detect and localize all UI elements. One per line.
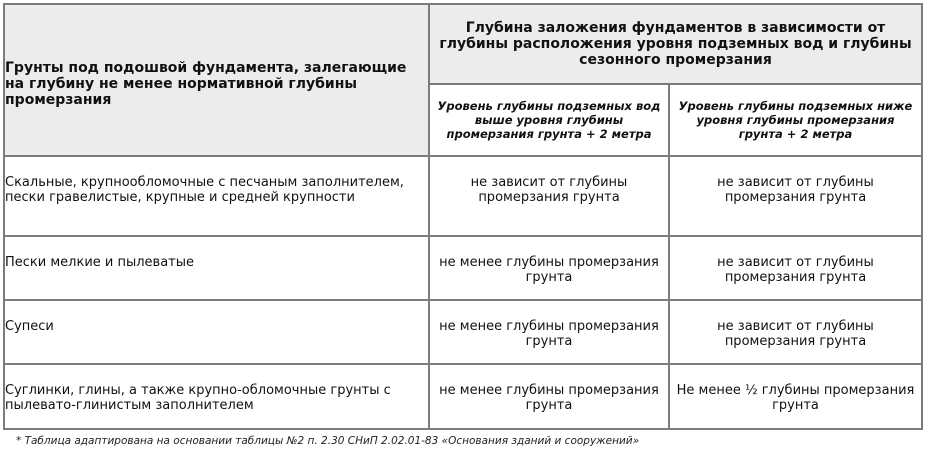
header-groundwater-below-label: Уровень глубины подземных ниже уровня глубины промерзания грунта + 2 метра <box>678 99 913 141</box>
header-depth-group-label: Глубина заложения фундаментов в зависимости от глубины расположения уровня подземных вод и глубины сезонного промерзания <box>439 20 912 68</box>
header-depth-group <box>429 4 922 84</box>
below-cell <box>669 300 922 364</box>
soil-cell <box>4 364 429 429</box>
above-cell <box>429 156 669 236</box>
above-cell <box>429 300 669 364</box>
below-cell <box>669 236 922 300</box>
header-groundwater-above <box>429 84 669 156</box>
header-soil-column <box>4 4 429 156</box>
table-footnote: * Таблица адаптирована на основании таблицы №2 п. 2.30 СНиП 2.02.01-83 «Основания зданий и сооружений» <box>16 435 640 447</box>
above-value: не зависит от глубины промерзания грунта <box>470 175 628 205</box>
header-groundwater-above-label: Уровень глубины подземных вод выше уровня глубины промерзания грунта + 2 метра <box>437 99 661 141</box>
table-row <box>4 236 922 300</box>
soil-label: Суглинки, глины, а также крупно-обломочные грунты с пылевато-глинистым заполнителем <box>5 383 391 413</box>
soil-label: Скальные, крупнообломочные с песчаным заполнителем, пески гравелистые, крупные и средней крупности <box>5 175 404 205</box>
table-row <box>4 300 922 364</box>
above-cell <box>429 236 669 300</box>
soil-label: Пески мелкие и пылеватые <box>5 255 195 270</box>
header-soil-label: Грунты под подошвой фундамента, залегающие на глубину не менее нормативной глубины промерзания <box>5 60 407 108</box>
table-header-row <box>4 4 922 84</box>
soil-label: Супеси <box>5 319 54 334</box>
below-value: не зависит от глубины промерзания грунта <box>717 319 874 349</box>
table-row <box>4 156 922 236</box>
above-value: не менее глубины промерзания грунта <box>439 319 659 349</box>
soil-cell <box>4 300 429 364</box>
foundation-depth-table <box>3 3 923 430</box>
below-cell <box>669 156 922 236</box>
below-value: Не менее ½ глубины промерзания грунта <box>676 383 915 413</box>
below-value: не зависит от глубины промерзания грунта <box>717 175 874 205</box>
header-groundwater-below <box>669 84 922 156</box>
soil-cell <box>4 156 429 236</box>
soil-cell <box>4 236 429 300</box>
below-cell <box>669 364 922 429</box>
above-value: не менее глубины промерзания грунта <box>439 383 659 413</box>
table-row <box>4 364 922 429</box>
above-value: не менее глубины промерзания грунта <box>439 255 659 285</box>
above-cell <box>429 364 669 429</box>
below-value: не зависит от глубины промерзания грунта <box>717 255 874 285</box>
